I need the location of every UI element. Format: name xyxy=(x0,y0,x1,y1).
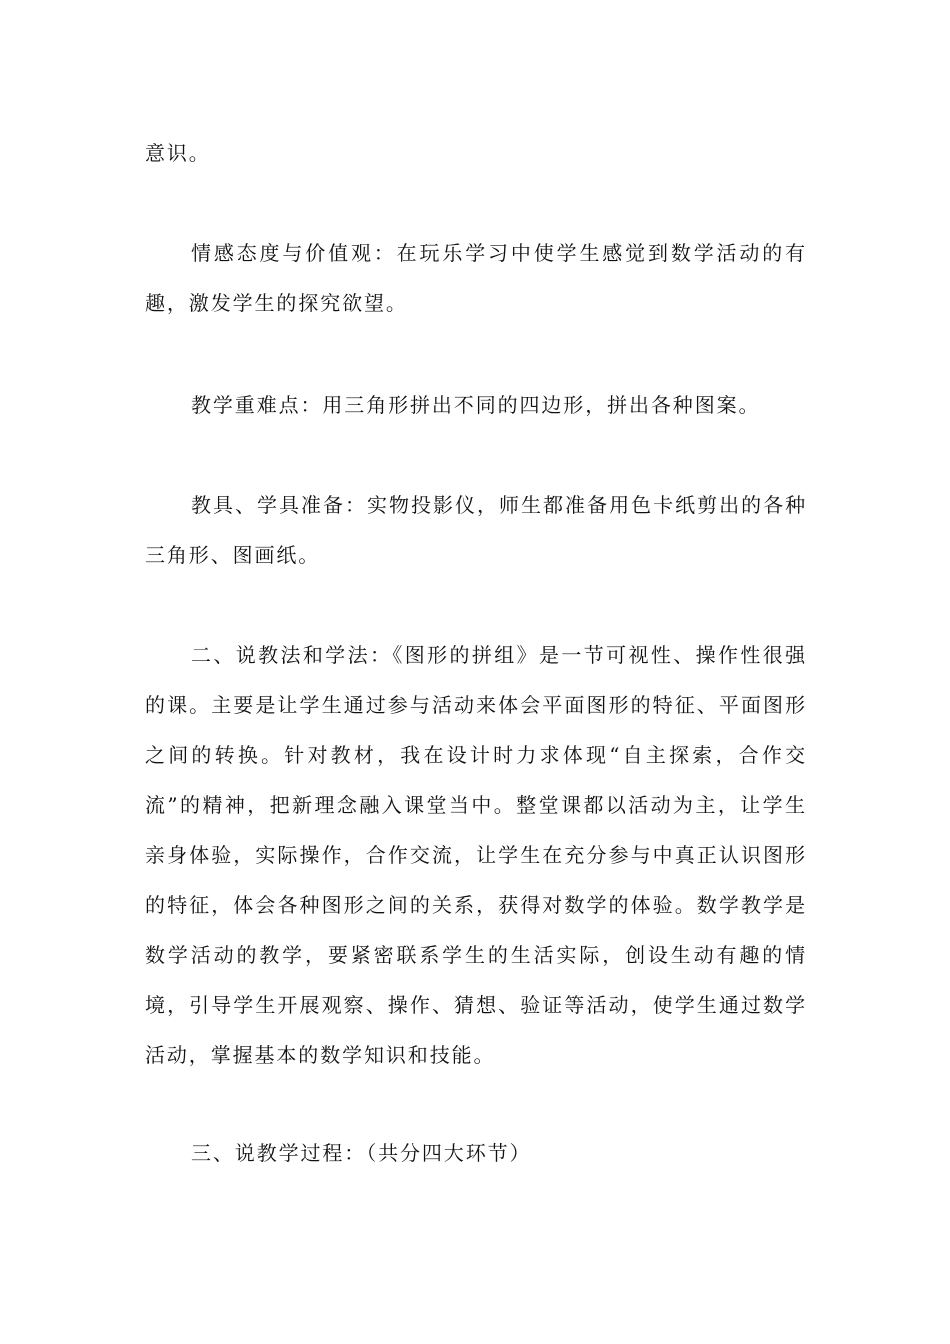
paragraph-key-difficulties: 教学重难点：用三角形拼出不同的四边形，拼出各种图案。 xyxy=(191,393,761,417)
paragraph-continuation: 意识。 xyxy=(145,141,211,165)
paragraph-teaching-process: 三、说教学过程：（共分四大环节） xyxy=(191,1141,532,1165)
paragraph-emotion-attitude: 情感态度与价值观：在玩乐学习中使学生感觉到数学活动的有趣，激发学生的探究欲望。 xyxy=(145,241,807,315)
paragraph-teaching-aids: 教具、学具准备：实物投影仪，师生都准备用色卡纸剪出的各种三角形、图画纸。 xyxy=(145,493,807,567)
paragraph-teaching-methods: 二、说教法和学法：《图形的拼组》是一节可视性、操作性很强的课。主要是让学生通过参与活动来体会平面图形的特征、平面图形之间的转换。针对教材，我在设计时力求体现“自主探索，合作交流”的精神，把新理念融入课堂当中。整堂课都以活动为主，让学生亲身体验，实际操作，合作交流，让学生在充分参与中真正认识图形的特征，体会各种图形之间的关系，获得对数学的体验。数学教学是数学活动的教学，要紧密联系学生的生活实际，创设生动有趣的情境，引导学生开展观察、操作、猜想、验证等活动，使学生通过数学活动，掌握基本的数学知识和技能。 xyxy=(145,643,807,1067)
